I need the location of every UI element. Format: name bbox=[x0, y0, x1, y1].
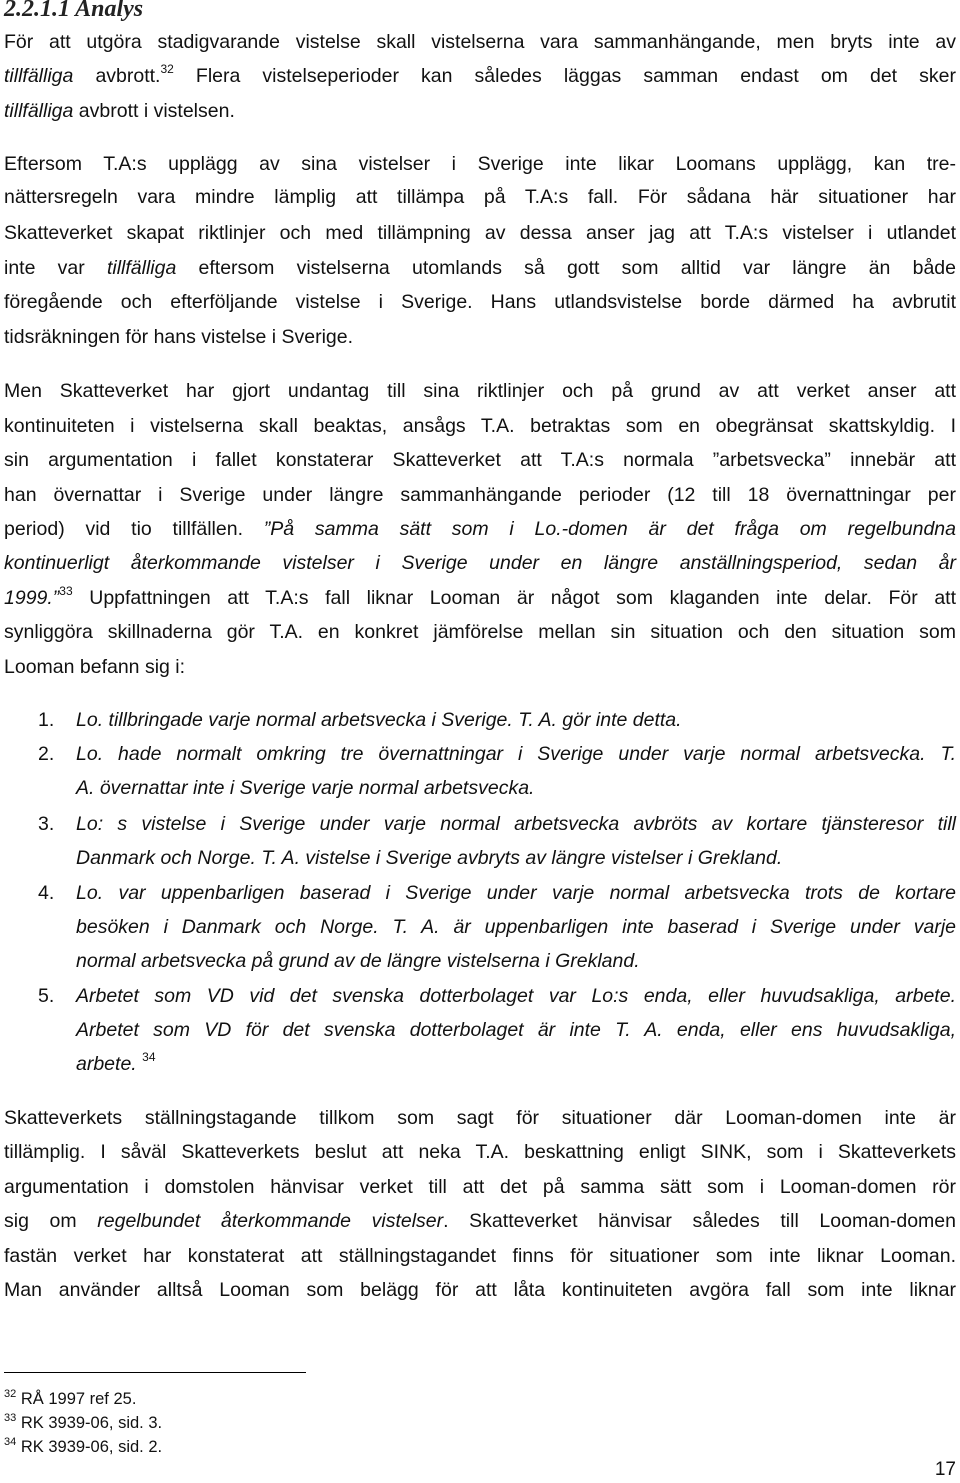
footnote-number: 32 bbox=[4, 1388, 17, 1400]
list-number: 2. bbox=[38, 743, 55, 765]
paragraph-1-line-1: För att utgöra stadigvarande vistelse skall vistelserna vara sammanhängande, men bryts inte av bbox=[4, 31, 956, 53]
paragraph-3-line-5 bbox=[4, 516, 956, 542]
footnote-separator bbox=[4, 1372, 306, 1373]
footnote-number: 34 bbox=[4, 1436, 17, 1448]
text-run: . Skatteverket hänvisar således till Looman-domen bbox=[443, 1210, 956, 1232]
footnote-text: RK 3939-06, sid. 3. bbox=[20, 1414, 163, 1432]
paragraph-3-line-8: synliggöra skillnaderna gör T.A. en konkret jämförelse mellan sin situation och den situation som bbox=[4, 621, 956, 643]
list-item-5-line-2: Arbetet som VD för det svenska dotterbolaget är inte T. A. enda, eller ens huvudsakliga, bbox=[76, 1019, 956, 1041]
paragraph-2-line-2: nättersregeln vara mindre lämplig att tillämpa på T.A:s fall. För sådana här situationer har bbox=[4, 186, 956, 208]
quote-text: ”På samma sätt som i Lo.-domen är det fråga om regelbundna bbox=[263, 518, 957, 540]
text-run: arbete. bbox=[76, 1053, 137, 1075]
paragraph-2-line-1: Eftersom T.A:s upplägg av sina vistelser i Sverige inte likar Loomans upplägg, kan tre- bbox=[4, 153, 956, 175]
list-item-5-line-3 bbox=[76, 1051, 956, 1079]
footnote-33 bbox=[4, 1412, 162, 1436]
paragraph-1-line-3 bbox=[4, 98, 956, 124]
paragraph-4-line-3: argumentation i domstolen hänvisar verket till att det på samma sätt som i Looman-domen rör bbox=[4, 1176, 956, 1198]
paragraph-2-line-4 bbox=[4, 255, 956, 281]
list-item-3-line-2: Danmark och Norge. T. A. vistelse i Sverige avbryts av längre vistelser i Grekland. bbox=[76, 847, 783, 869]
paragraph-3-line-7 bbox=[4, 585, 956, 613]
emphasis-text: tillfälliga bbox=[4, 100, 74, 122]
list-number: 3. bbox=[38, 813, 55, 835]
paragraph-4-line-6: Man använder alltså Looman som belägg för att låta kontinuiteten avgöra fall som inte liknar bbox=[4, 1279, 956, 1301]
text-run: avbrott. bbox=[73, 65, 161, 87]
text-run: period) vid tio tillfällen. bbox=[4, 518, 264, 540]
text-run: eftersom vistelserna utomlands så gott som alltid var längre än både bbox=[176, 257, 956, 279]
footnote-text: RÅ 1997 ref 25. bbox=[20, 1390, 137, 1408]
paragraph-2-line-5: föregående och efterföljande vistelse i Sverige. Hans utlandsvistelse borde därmed ha avbrutit bbox=[4, 291, 956, 313]
text-run: Uppfattningen att T.A:s fall liknar Looman är något som klaganden inte delar. För att bbox=[72, 587, 956, 609]
paragraph-3-line-9: Looman befann sig i: bbox=[4, 656, 186, 678]
footnote-number: 33 bbox=[4, 1412, 17, 1424]
list-number: 5. bbox=[38, 985, 55, 1007]
list-item-4-line-2: besöken i Danmark och Norge. T. A. är uppenbarligen inte baserad i Sverige under varje bbox=[76, 916, 956, 938]
footnote-ref-32[interactable]: 32 bbox=[160, 62, 174, 76]
paragraph-4-line-2: tillämplig. I såväl Skatteverkets beslut att neka T.A. beskattning enligt SINK, som i Skatteverkets bbox=[4, 1141, 956, 1163]
paragraph-3-line-4: han övernattar i Sverige under längre sammanhängande perioder (12 till 18 övernattningar per bbox=[4, 484, 956, 506]
paragraph-4-line-5: fastän verket har konstaterat att ställningstagandet finns för situationer som inte liknar Looman. bbox=[4, 1245, 956, 1267]
text-run: Flera vistelseperioder kan således läggas samman endast om det sker bbox=[173, 65, 957, 87]
list-item-1-line-1: Lo. tillbringade varje normal arbetsvecka i Sverige. T. A. gör inte detta. bbox=[76, 709, 682, 731]
footnote-ref-34[interactable]: 34 bbox=[142, 1050, 156, 1064]
paragraph-3-line-1: Men Skatteverket har gjort undantag till sina riktlinjer och på grund av att verket anser att bbox=[4, 380, 956, 402]
emphasis-text: regelbundet återkommande vistelser bbox=[97, 1210, 444, 1232]
list-item-5-line-1: Arbetet som VD vid det svenska dotterbolaget var Lo:s enda, eller huvudsakliga, arbete. bbox=[76, 985, 956, 1007]
page-number: 17 bbox=[934, 1459, 956, 1480]
footnote-ref-33[interactable]: 33 bbox=[59, 584, 73, 598]
list-item-4-line-3: normal arbetsvecka på grund av de längre vistelserna i Grekland. bbox=[76, 950, 640, 972]
list-number: 4. bbox=[38, 882, 55, 904]
paragraph-2-line-3: Skatteverket skapat riktlinjer och med tillämpning av dessa anser jag att T.A:s vistelser i utlandet bbox=[4, 222, 956, 244]
footnote-text: RK 3939-06, sid. 2. bbox=[20, 1438, 163, 1456]
emphasis-text: tillfälliga bbox=[4, 65, 74, 87]
paragraph-3-line-2: kontinuiteten i vistelserna skall beaktas, ansågs T.A. betraktas som en obegränsat skattskyldig. I bbox=[4, 415, 956, 437]
footnote-32 bbox=[4, 1388, 136, 1412]
quote-text: 1999.” bbox=[4, 587, 60, 609]
paragraph-4-line-1: Skatteverkets ställningstagande tillkom som sagt för situationer där Looman-domen inte är bbox=[4, 1107, 956, 1129]
paragraph-2-line-6: tidsräkningen för hans vistelse i Sverige. bbox=[4, 326, 354, 348]
footnote-34 bbox=[4, 1436, 162, 1460]
emphasis-text: tillfälliga bbox=[106, 257, 177, 279]
list-item-2-line-1: Lo. hade normalt omkring tre övernattningar i Sverige under varje normal arbetsvecka. T. bbox=[76, 743, 956, 765]
paragraph-3-line-3: sin argumentation i fallet konstaterar Skatteverket att T.A:s normala ”arbetsvecka” innebär att bbox=[4, 449, 956, 471]
list-item-2-line-2: A. övernattar inte i Sverige varje normal arbetsvecka. bbox=[76, 777, 535, 799]
section-heading: 2.2.1.1 Analys bbox=[4, 0, 144, 22]
list-item-3-line-1: Lo: s vistelse i Sverige under varje normal arbetsvecka avbröts av kortare tjänsteresor till bbox=[76, 813, 956, 835]
paragraph-3-line-6: kontinuerligt återkommande vistelser i Sverige under en längre anställningsperiod, sedan år bbox=[4, 552, 956, 574]
paragraph-1-line-2 bbox=[4, 63, 956, 91]
text-run: sig om bbox=[4, 1210, 98, 1232]
text-run: avbrott i vistelsen. bbox=[73, 100, 235, 122]
text-run: inte var bbox=[4, 257, 107, 279]
list-number: 1. bbox=[38, 709, 55, 731]
paragraph-4-line-4 bbox=[4, 1208, 956, 1234]
list-item-4-line-1: Lo. var uppenbarligen baserad i Sverige under varje normal arbetsvecka trots de kortare bbox=[76, 882, 956, 904]
